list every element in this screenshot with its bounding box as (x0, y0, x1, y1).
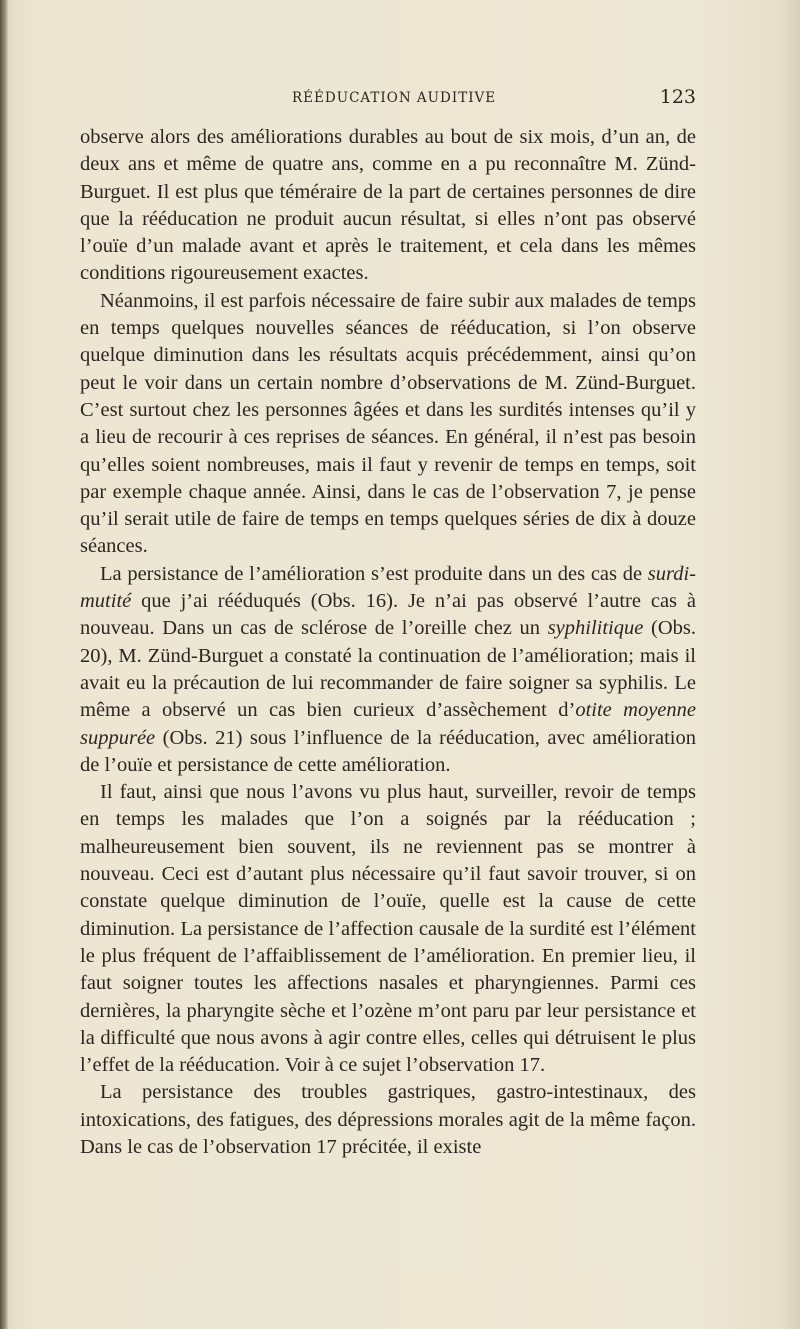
text-run: que j’ai rééduqués (Obs. 16). Je n’ai pas observé l’autre cas à nouveau. Dans un cas de sclérose de l’oreille chez un (80, 590, 696, 640)
text-run: observe alors des améliorations durables au bout de six mois, d’un an, de deux ans et même de quatre ans, comme en a pu reconnaître M. Zünd-Burguet. Il est plus que téméraire de la part de certaines personnes de dire que la rééducation ne produit aucun résultat, si elles n’ont pas observé l’ouïe d’un malade avant et après le traitement, et cela dans les mêmes conditions rigoureusement exactes. (80, 126, 696, 285)
text-run: Néanmoins, il est parfois nécessaire de faire subir aux malades de temps en temps quelques nouvelles séances de rééducation, si l’on observe quelque diminution dans les résultats acquis précédemment, ainsi qu’on peut le voir dans un certain nombre d’observations de M. Zünd-Burguet. C’est surtout chez les personnes âgées et dans les surdités intenses qu’il y a lieu de recourir à ces reprises de séances. En général, il n’est pas besoin qu’elles soient nombreuses, mais il faut y revenir de temps en temps, soit par exemple chaque année. Ainsi, dans le cas de l’observation 7, je pense qu’il serait utile de faire de temps en temps quelques séries de dix à douze séances. (80, 289, 696, 558)
text-run: Il faut, ainsi que nous l’avons vu plus haut, surveiller, revoir de temps en temps les malades que l’on a soignés par la rééducation ; malheureusement bien souvent, ils ne reviennent pas se montrer à nouveau. Ceci est d’autant plus nécessaire qu’il faut savoir trouver, si on constate quelque diminution de l’ouïe, quelle est la cause de cette diminution. La persistance de l’affection causale de la surdité est l’élément le plus fréquent de l’affaiblissement de l’amélioration. En premier lieu, il faut soigner toutes les affections nasales et pharyngiennes. Parmi ces dernières, la pharyngite sèche et l’ozène m’ont paru par leur persistance et la difficulté que nous avons à agir contre elles, celles qui détruisent le plus l’effet de la rééducation. Voir à ce sujet l’observation 17. (80, 781, 696, 1077)
paragraph (80, 124, 696, 288)
text-run: (Obs. 21) sous l’influence de la rééducation, avec amélioration de l’ouïe et persistance de cette amélioration. (80, 726, 696, 776)
paragraph (80, 288, 696, 561)
paragraph (80, 561, 696, 779)
body-text (80, 124, 696, 1161)
italic-term: otite moyenne suppurée (80, 699, 696, 749)
text-run: La persistance de l’amélioration s’est produite dans un des cas de (100, 562, 648, 585)
paragraph (80, 1079, 696, 1161)
binding-gutter (0, 0, 8, 1329)
italic-term: syphilitique (547, 617, 644, 640)
paragraph (80, 779, 696, 1079)
text-run: (Obs. 20), M. Zünd-Burguet a constaté la continuation de l’amélioration; mais il avait eu la précaution de lui recommander de faire soigner sa syphilis. Le même a observé un cas bien curieux d’assèchement d’ (80, 617, 696, 722)
running-title: RÉÉDUCATION AUDITIVE (292, 90, 497, 106)
text-run: La persistance des troubles gastriques, gastro-intestinaux, des intoxications, des fatigues, des dépressions morales agit de la même façon. Dans le cas de l’observation 17 précitée, il existe (80, 1081, 696, 1158)
italic-term: surdi-mutité (80, 562, 696, 613)
page-number: 123 (659, 86, 696, 108)
page-header (80, 86, 700, 110)
